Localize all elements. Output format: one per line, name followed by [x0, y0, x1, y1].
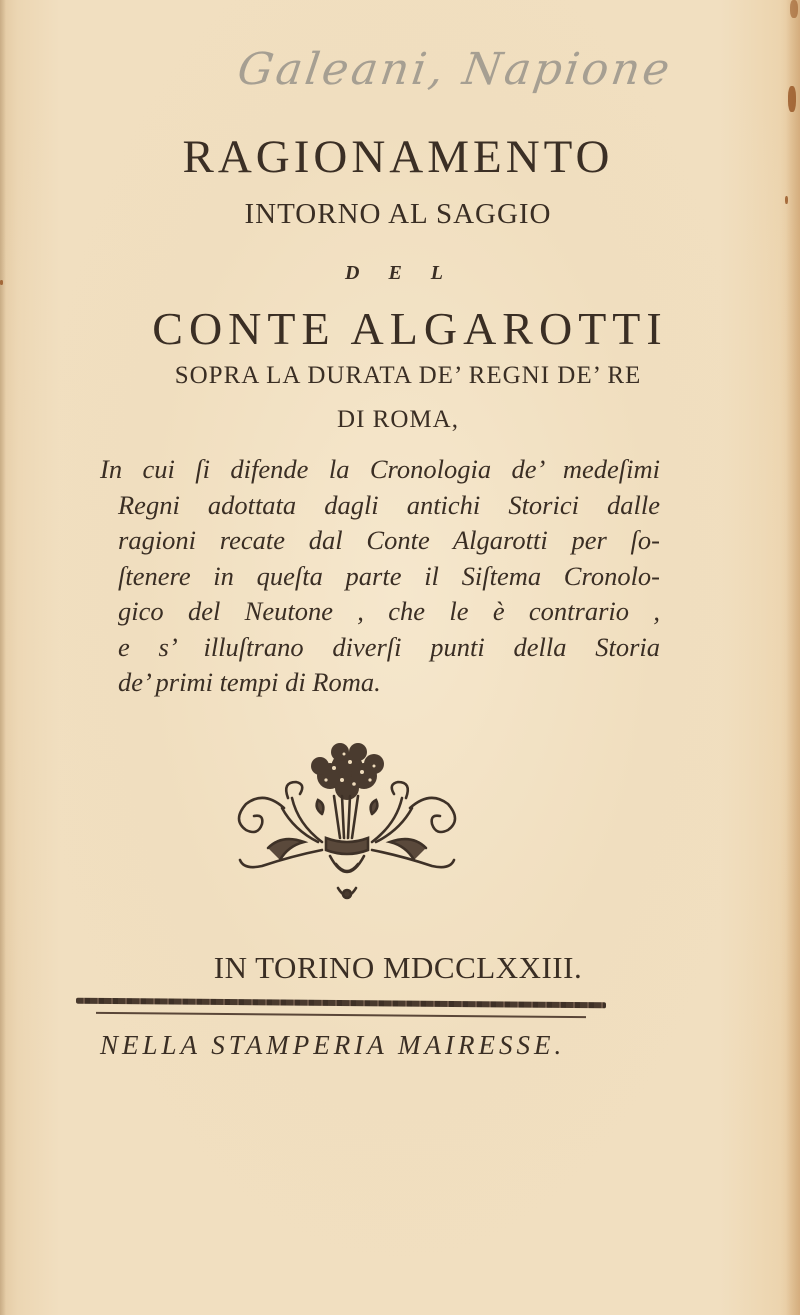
pencil-annotation: Galeani, Napione	[234, 44, 676, 95]
fleuron-ornament-icon	[222, 738, 472, 908]
subtitle-del: D E L	[345, 262, 455, 284]
printer-name: NELLA STAMPERIA MAIRESSE.	[100, 1030, 566, 1060]
description-line: gico del Neutone , che le è contrario ,	[118, 596, 660, 626]
thin-rule	[96, 1012, 586, 1018]
imprint-place-date: IN TORINO MDCCLXXIII.	[213, 950, 583, 985]
description-line: ragioni recate dal Conte Algarotti per ſo-	[118, 525, 660, 555]
foxing-stain	[790, 0, 798, 18]
description-line: In cui ſi difende la Cronologia de’ medeſimi	[100, 454, 660, 484]
subtitle-intorno: INTORNO AL SAGGIO	[244, 198, 552, 230]
author-name: CONTE ALGAROTTI	[152, 303, 668, 354]
subtitle-roma: DI ROMA,	[337, 406, 459, 433]
description-line: de’ primi tempi di Roma.	[118, 667, 381, 697]
page-title: RAGIONAMENTO	[182, 131, 614, 183]
description-line: e s’ illuſtrano diverſi punti della Storia	[118, 631, 660, 662]
description-paragraph	[100, 452, 660, 701]
foxing-stain	[788, 86, 796, 112]
description-line: Regni adottata dagli antichi Storici dalle	[118, 489, 660, 520]
subtitle-sopra: SOPRA LA DURATA DE’ REGNI DE’ RE	[174, 362, 642, 389]
ornamental-rule	[76, 998, 606, 1009]
description-line: ſtenere in queſta parte il Siſtema Cronolo-	[118, 560, 660, 591]
